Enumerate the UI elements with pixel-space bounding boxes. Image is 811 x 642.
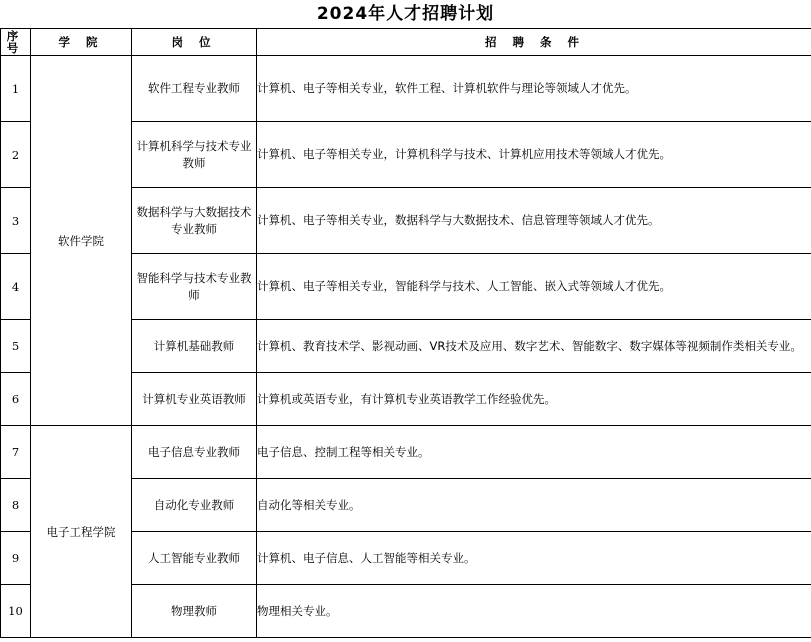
requirement-cell: 计算机、电子信息、人工智能等相关专业。 — [257, 532, 811, 585]
header-position: 岗 位 — [132, 29, 257, 56]
requirement-cell: 电子信息、控制工程等相关专业。 — [257, 426, 811, 479]
row-number: 4 — [1, 254, 31, 320]
header-seq: 序号 — [1, 29, 31, 56]
row-number: 2 — [1, 122, 31, 188]
recruitment-table — [0, 28, 811, 638]
position-cell: 智能科学与技术专业教师 — [132, 254, 257, 320]
requirement-cell: 计算机、电子等相关专业，计算机科学与技术、计算机应用技术等领域人才优先。 — [257, 122, 811, 188]
position-cell: 软件工程专业教师 — [132, 56, 257, 122]
row-number: 1 — [1, 56, 31, 122]
position-cell: 物理教师 — [132, 585, 257, 638]
row-number: 6 — [1, 373, 31, 426]
position-cell: 人工智能专业教师 — [132, 532, 257, 585]
header-requirement: 招 聘 条 件 — [257, 29, 811, 56]
table-header-row — [1, 29, 811, 56]
requirement-cell: 自动化等相关专业。 — [257, 479, 811, 532]
position-cell: 数据科学与大数据技术专业教师 — [132, 188, 257, 254]
row-number: 9 — [1, 532, 31, 585]
page-title: 2024年人才招聘计划 — [316, 4, 495, 24]
row-number: 10 — [1, 585, 31, 638]
position-cell: 自动化专业教师 — [132, 479, 257, 532]
header-college: 学 院 — [31, 29, 132, 56]
row-number: 5 — [1, 320, 31, 373]
position-cell: 计算机专业英语教师 — [132, 373, 257, 426]
college-cell-electronic: 电子工程学院 — [31, 426, 132, 638]
college-cell-software: 软件学院 — [31, 56, 132, 426]
requirement-cell: 物理相关专业。 — [257, 585, 811, 638]
table-row — [1, 56, 811, 122]
row-number: 7 — [1, 426, 31, 479]
row-number: 8 — [1, 479, 31, 532]
position-cell: 计算机基础教师 — [132, 320, 257, 373]
row-number: 3 — [1, 188, 31, 254]
requirement-cell: 计算机、电子等相关专业，软件工程、计算机软件与理论等领域人才优先。 — [257, 56, 811, 122]
position-cell: 计算机科学与技术专业教师 — [132, 122, 257, 188]
table-row — [1, 426, 811, 479]
requirement-cell: 计算机或英语专业，有计算机专业英语教学工作经验优先。 — [257, 373, 811, 426]
requirement-cell: 计算机、电子等相关专业，数据科学与大数据技术、信息管理等领域人才优先。 — [257, 188, 811, 254]
position-cell: 电子信息专业教师 — [132, 426, 257, 479]
requirement-cell: 计算机、教育技术学、影视动画、VR技术及应用、数字艺术、智能数字、数字媒体等视频制作类相关专业。 — [257, 320, 811, 373]
requirement-cell: 计算机、电子等相关专业，智能科学与技术、人工智能、嵌入式等领域人才优先。 — [257, 254, 811, 320]
